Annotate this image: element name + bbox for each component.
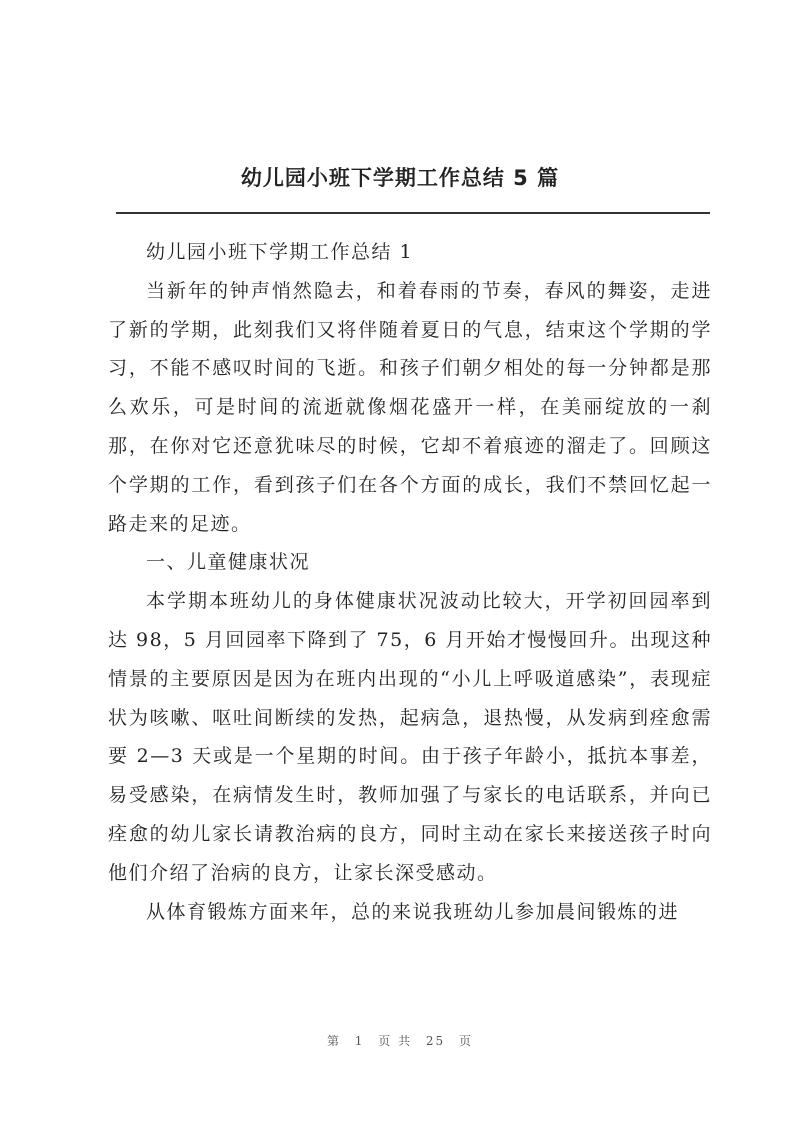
section-heading: 一、儿童健康状况: [146, 551, 311, 574]
paragraph: 当新年的钟声悄然隐去，和着春雨的节奏，春风的舞姿，走进了新的学期，此刻我们又将伴随着夏日的气息，结束这个学期的学习，不能不感叹时间的飞逝。和孩子们朝夕相处的每一分钟都是那么欢乐，可是时间的流逝就像烟花盛开一样，在美丽绽放的一刹那，在你对它还意犹味尽的时候，它却不着痕迹的溜走了。回顾这个学期的工作，看到孩子们在各个方面的成长，我们不禁回忆起一路走来的足迹。: [108, 279, 712, 535]
paragraph: 本学期本班幼儿的身体健康状况波动比较大，开学初回园率到达 98，5 月回园率下降到了 75，6 月开始才慢慢回升。出现这种情景的主要原因是因为在班内出现的“小儿上呼吸道感染”，表现症状为咳嗽、呕吐间断续的发热，起病急，退热慢，从发病到痊愈需要 2—3 天或是一个星期的时间。由于孩子年龄小，抵抗本事差，易受感染，在病情发生时，教师加强了与家长的电话联系，并向已痊愈的幼儿家长请教治病的良方，同时主动在家长来接送孩子时向他们介绍了治病的良方，让家长深受感动。: [108, 590, 712, 884]
page-total: 25: [425, 1034, 446, 1048]
page-number: 1: [354, 1034, 365, 1048]
section-heading: 幼儿园小班下学期工作总结 1: [146, 241, 414, 263]
page-footer: [0, 1032, 800, 1049]
footer-suffix: 页: [459, 1034, 474, 1048]
title-divider: [116, 212, 710, 214]
document-title: 幼儿园小班下学期工作总结 5 篇: [240, 166, 560, 190]
footer-prefix: 第: [326, 1034, 341, 1048]
paragraph: 从体育锻炼方面来年，总的来说我班幼儿参加晨间锻炼的进: [146, 900, 680, 923]
document-body: [108, 233, 712, 931]
footer-middle: 页 共: [378, 1034, 413, 1048]
